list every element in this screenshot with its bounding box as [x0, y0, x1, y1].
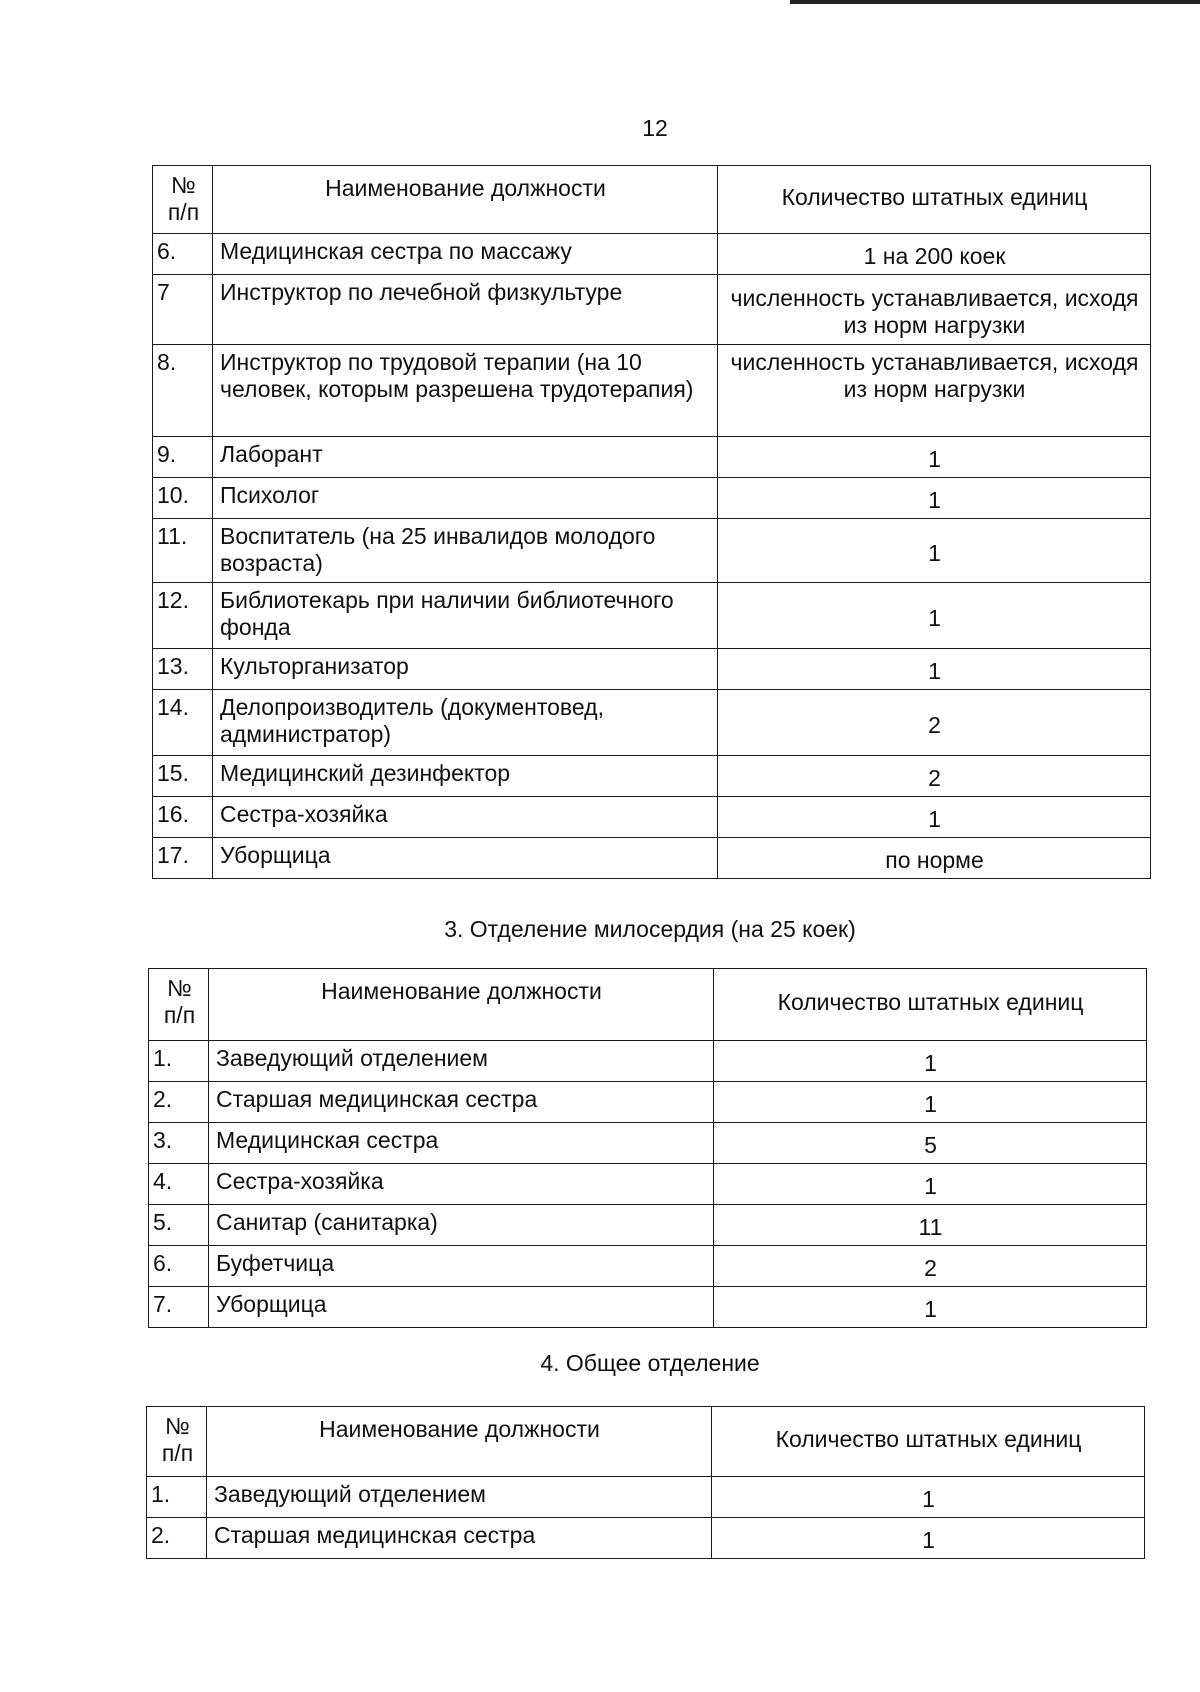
row-qty: 2 [718, 690, 1151, 756]
table-row [153, 583, 1151, 649]
row-num: 16. [153, 797, 213, 838]
table-row [153, 690, 1151, 756]
row-num: 1. [147, 1477, 207, 1518]
table-row [149, 1082, 1147, 1123]
table-row [153, 519, 1151, 583]
table-header-row [149, 969, 1147, 1041]
table-row [147, 1477, 1145, 1518]
row-qty: по норме [718, 838, 1151, 879]
row-name: Культорганизатор [213, 649, 718, 690]
row-name: Инструктор по трудовой терапии (на 10 человек, которым разрешена трудотерапия) [213, 345, 718, 437]
row-name: Делопроизводитель (документовед, администратор) [213, 690, 718, 756]
row-name: Инструктор по лечебной физкультуре [213, 275, 718, 345]
header-qty: Количество штатных единиц [718, 166, 1151, 234]
row-num: 4. [149, 1164, 209, 1205]
row-qty: 1 [712, 1477, 1145, 1518]
row-qty: 1 [714, 1041, 1147, 1082]
header-name: Наименование должности [213, 166, 718, 234]
row-name: Уборщица [213, 838, 718, 879]
table-row [153, 838, 1151, 879]
table-row [153, 275, 1151, 345]
table-row [153, 234, 1151, 275]
row-qty: 2 [718, 756, 1151, 797]
table-row [149, 1123, 1147, 1164]
header-num: № п/п [149, 969, 209, 1041]
row-name: Санитар (санитарка) [209, 1205, 714, 1246]
row-qty: 1 [718, 583, 1151, 649]
row-num: 12. [153, 583, 213, 649]
row-name: Медицинская сестра по массажу [213, 234, 718, 275]
staff-table-mercy [148, 968, 1147, 1328]
row-name: Воспитатель (на 25 инвалидов молодого возраста) [213, 519, 718, 583]
header-name: Наименование должности [207, 1407, 712, 1477]
staff-table-general [146, 1406, 1145, 1559]
row-num: 9. [153, 437, 213, 478]
row-name: Буфетчица [209, 1246, 714, 1287]
row-name: Старшая медицинская сестра [207, 1518, 712, 1559]
header-qty: Количество штатных единиц [714, 969, 1147, 1041]
row-qty: 5 [714, 1123, 1147, 1164]
table-row [149, 1164, 1147, 1205]
row-qty: 11 [714, 1205, 1147, 1246]
row-num: 10. [153, 478, 213, 519]
table-row [149, 1287, 1147, 1328]
row-qty: 1 [718, 649, 1151, 690]
table-row [153, 345, 1151, 437]
section-title-general: 4. Общее отделение [540, 1350, 760, 1376]
row-name: Старшая медицинская сестра [209, 1082, 714, 1123]
row-qty: 1 [718, 478, 1151, 519]
row-name: Заведующий отделением [209, 1041, 714, 1082]
header-num: № п/п [153, 166, 213, 234]
table-row [153, 478, 1151, 519]
scan-edge-mark [790, 0, 1200, 4]
row-num: 15. [153, 756, 213, 797]
section-title-mercy: 3. Отделение милосердия (на 25 коек) [444, 916, 856, 942]
row-qty: 1 [714, 1082, 1147, 1123]
row-num: 2. [149, 1082, 209, 1123]
row-name: Сестра-хозяйка [213, 797, 718, 838]
table-row [149, 1041, 1147, 1082]
table-row [149, 1246, 1147, 1287]
table-row [153, 756, 1151, 797]
row-name: Психолог [213, 478, 718, 519]
row-qty: численность устанавливается, исходя из норм нагрузки [718, 275, 1151, 345]
row-name: Медицинский дезинфектор [213, 756, 718, 797]
header-num: № п/п [147, 1407, 207, 1477]
row-name: Заведующий отделением [207, 1477, 712, 1518]
row-qty: 1 [718, 519, 1151, 583]
row-num: 8. [153, 345, 213, 437]
row-qty: 1 [712, 1518, 1145, 1559]
row-qty: 1 [718, 797, 1151, 838]
row-num: 1. [149, 1041, 209, 1082]
row-name: Библиотекарь при наличии библиотечного фонда [213, 583, 718, 649]
table-row [147, 1518, 1145, 1559]
row-num: 2. [147, 1518, 207, 1559]
row-name: Лаборант [213, 437, 718, 478]
row-qty: 2 [714, 1246, 1147, 1287]
row-name: Уборщица [209, 1287, 714, 1328]
row-qty: 1 [714, 1164, 1147, 1205]
row-qty: численность устанавливается, исходя из норм нагрузки [718, 345, 1151, 437]
page-number: 12 [642, 115, 668, 141]
table-row [149, 1205, 1147, 1246]
row-num: 6. [153, 234, 213, 275]
row-qty: 1 на 200 коек [718, 234, 1151, 275]
row-qty: 1 [714, 1287, 1147, 1328]
table-header-row [153, 166, 1151, 234]
row-qty: 1 [718, 437, 1151, 478]
header-qty: Количество штатных единиц [712, 1407, 1145, 1477]
row-num: 3. [149, 1123, 209, 1164]
table-row [153, 437, 1151, 478]
row-num: 7. [149, 1287, 209, 1328]
row-num: 17. [153, 838, 213, 879]
row-num: 5. [149, 1205, 209, 1246]
row-name: Медицинская сестра [209, 1123, 714, 1164]
row-num: 11. [153, 519, 213, 583]
table-header-row [147, 1407, 1145, 1477]
table-row [153, 649, 1151, 690]
header-name: Наименование должности [209, 969, 714, 1041]
row-num: 7 [153, 275, 213, 345]
row-num: 6. [149, 1246, 209, 1287]
table-row [153, 797, 1151, 838]
row-name: Сестра-хозяйка [209, 1164, 714, 1205]
row-num: 13. [153, 649, 213, 690]
row-num: 14. [153, 690, 213, 756]
staff-table-continuation [152, 165, 1151, 879]
